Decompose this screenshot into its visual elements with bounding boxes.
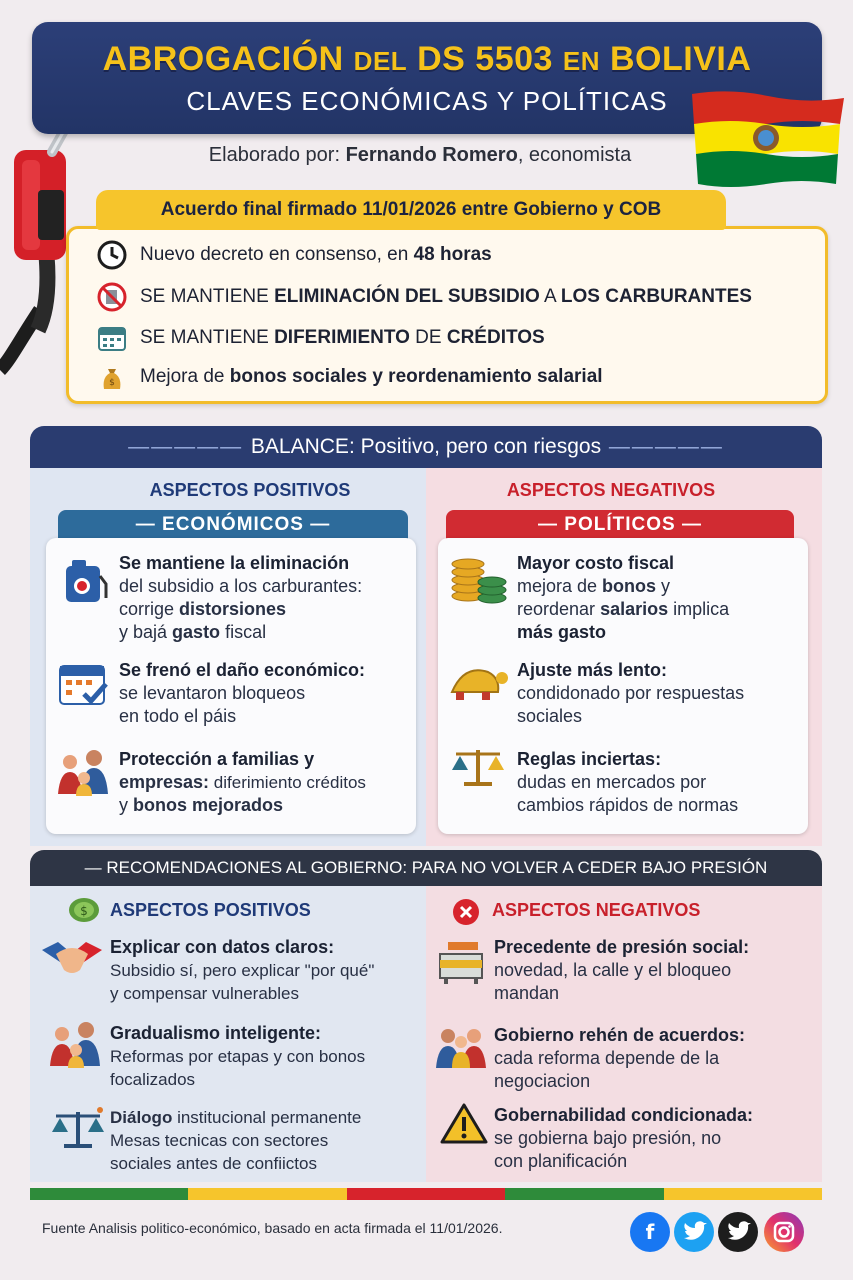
no-subsidy-icon: [96, 281, 128, 313]
scales-icon: [450, 744, 506, 788]
warning-icon: [440, 1102, 488, 1144]
rec-item-dialogue: Diálogo institucional permanente Mesas tecnicas con sectores sociales antes de confiictos: [110, 1108, 362, 1173]
negative-item-slower: Ajuste más lento: condidonado por respuestas sociales: [517, 660, 745, 726]
agreement-item: Nuevo decreto en consenso, en 48 horas: [96, 238, 492, 272]
tab-economicos: — ECONÓMICOS —: [58, 510, 408, 540]
negative-item-fiscal-cost: Mayor costo fiscal mejora de bonos y reordenar salarios implica más gasto: [517, 553, 730, 642]
scales-icon: [50, 1106, 106, 1150]
positive-item-subsidy: Se mantiene la eliminación del subsidio a los carburantes: corrige distorsiones y bajá gasto fiscal: [119, 553, 363, 642]
twitter-icon[interactable]: [674, 1212, 714, 1252]
roadblock-icon: [436, 940, 486, 984]
svg-text:$: $: [109, 378, 115, 388]
coins-icon: [448, 550, 510, 606]
negative-item-rules: Reglas inciertas: dudas en mercados por cambios rápidos de normas: [517, 749, 739, 815]
author-line: Elaborado por: Fernando Romero, economista: [208, 144, 632, 166]
page-title: ABROGACIÓN DEL DS 5503 EN BOLIVIA: [102, 40, 752, 78]
turtle-icon: [446, 660, 510, 704]
rec-positive-heading: ASPECTOS POSITIVOS: [110, 900, 311, 920]
rec-item-hostage: Gobierno rehén de acuerdos: cada reforma depende de la negociacion: [494, 1025, 746, 1091]
fuel-can-icon: [60, 556, 110, 606]
source-note: Fuente Analisis politico-económico, basado en acta firmada el 11/01/2026.: [42, 1220, 503, 1236]
handshake-icon: [40, 936, 104, 980]
color-stripe: [30, 1188, 822, 1200]
group-icon: [434, 1024, 488, 1068]
instagram-icon[interactable]: [764, 1212, 804, 1252]
tab-politicos: — POLÍTICOS —: [446, 510, 794, 540]
calendar-icon: [96, 322, 128, 354]
balance-bar: ————— BALANCE: Positivo, pero con riesgos —————: [30, 426, 822, 468]
money-bag-icon: [96, 361, 128, 393]
positive-heading: ASPECTOS POSITIVOS: [149, 480, 351, 500]
positive-item-blockades: Se frenó el daño económico: se levantaron bloqueos en todo el páis: [119, 660, 366, 726]
x-badge-icon: [452, 898, 480, 926]
twitter-icon[interactable]: [718, 1212, 758, 1252]
calendar-check-icon: [58, 660, 110, 708]
agreement-item: SE MANTIENE DIFERIMIENTO DE CRÉDITOS: [96, 321, 545, 355]
rec-item-precedent: Precedente de presión social: novedad, la calle y el bloqueo mandan: [494, 937, 750, 1003]
facebook-icon[interactable]: f: [630, 1212, 670, 1252]
family-icon: [56, 748, 114, 798]
agreement-item: $ Mejora de bonos sociales y reordenamiento salarial: [96, 360, 603, 394]
svg-text:$: $: [80, 904, 88, 918]
rec-item-data: Explicar con datos claros: Subsidio sí, pero explicar "por qué" y compensar vulnerables: [110, 937, 375, 1003]
bolivia-flag-icon: [690, 88, 846, 188]
negative-heading: ASPECTOS NEGATIVOS: [506, 480, 716, 500]
rec-negative-heading: ASPECTOS NEGATIVOS: [492, 900, 701, 920]
positive-item-families: Protección a familias y empresas: diferimiento créditos y bonos mejorados: [119, 749, 366, 815]
page-subtitle: CLAVES ECONÓMICAS Y POLÍTICAS: [186, 86, 668, 116]
coin-badge-icon: [68, 896, 100, 924]
rec-item-governability: Gobernabilidad condicionada: se gobierna bajo presión, no con planificación: [494, 1105, 754, 1171]
agreement-item: SE MANTIENE ELIMINACIÓN DEL SUBSIDIO A LOS CARBURANTES: [96, 280, 752, 314]
agreement-title: Acuerdo final firmado 11/01/2026 entre Gobierno y COB: [96, 190, 726, 230]
family-icon: [48, 1020, 106, 1070]
rec-item-gradualism: Gradualismo inteligente: Reformas por etapas y con bonos focalizados: [110, 1023, 366, 1089]
recommendations-bar: — RECOMENDACIONES AL GOBIERNO: PARA NO VOLVER A CEDER BAJO PRESIÓN: [30, 850, 822, 886]
clock-icon: [96, 239, 128, 271]
